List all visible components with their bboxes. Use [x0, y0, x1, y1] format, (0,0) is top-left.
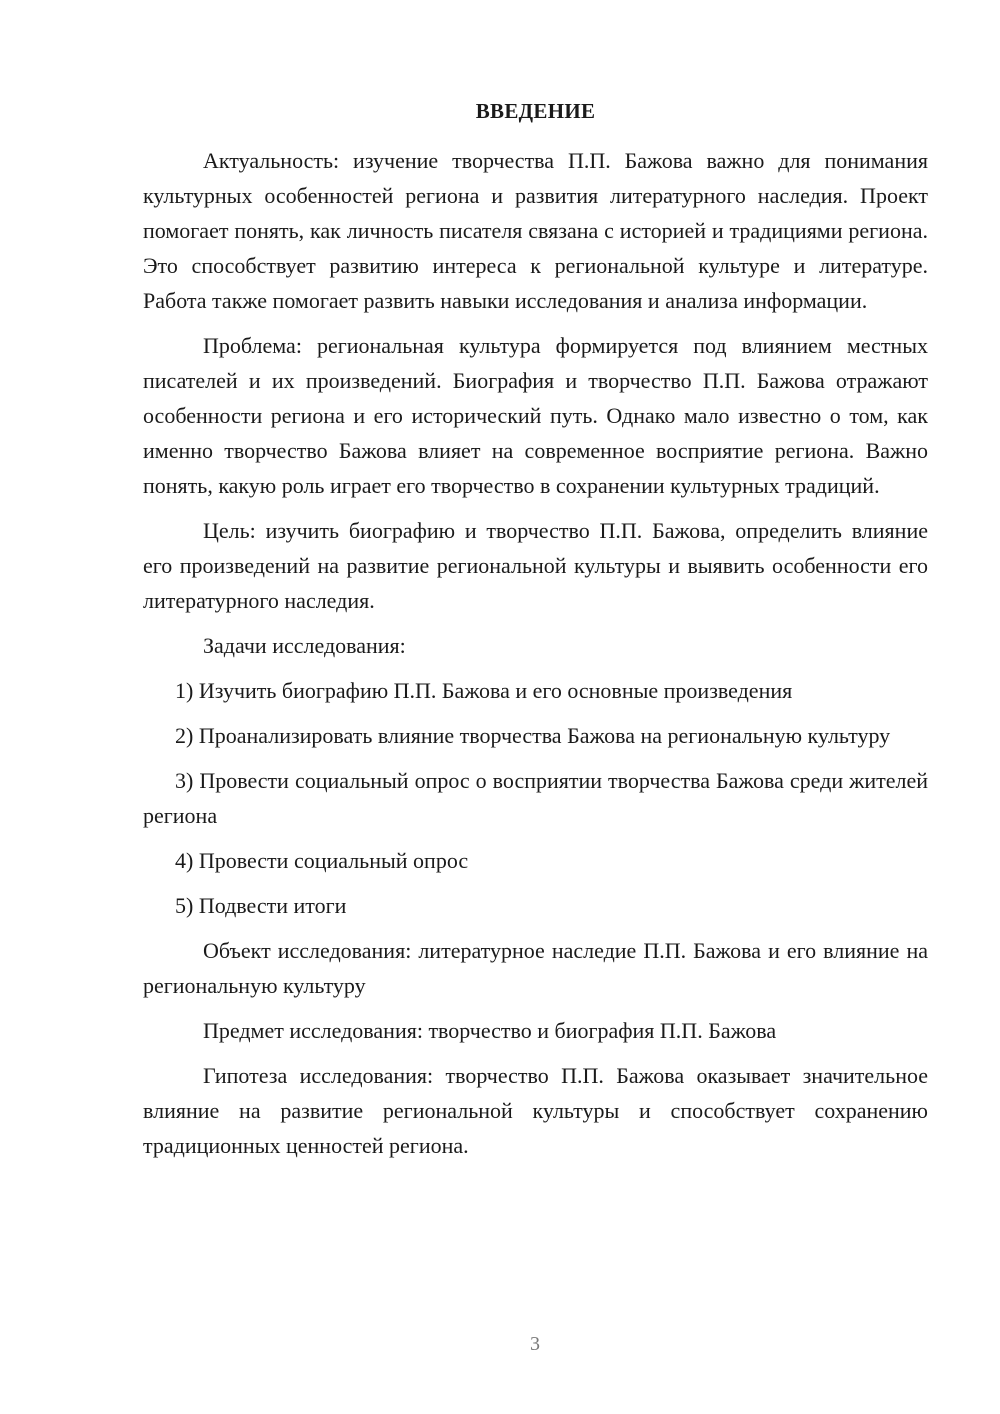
task-item: 4) Провести социальный опрос — [175, 848, 469, 873]
subject-paragraph: Предмет исследования: творчество и биография П.П. Бажова — [203, 1018, 777, 1043]
section-heading: ВВЕДЕНИЕ — [475, 99, 596, 123]
body-text — [143, 143, 928, 1173]
object-paragraph: Объект исследования: литературное наследие П.П. Бажова и его влияние на региональную культуру — [143, 938, 928, 998]
page-number: 3 — [530, 1333, 540, 1355]
task-item: 3) Провести социальный опрос о восприятии творчества Бажова среди жителей региона — [143, 768, 928, 828]
hypothesis-paragraph: Гипотеза исследования: творчество П.П. Бажова оказывает значительное влияние на развитие региональной культуры и способствует сохранению традиционных ценностей региона. — [143, 1063, 928, 1158]
relevance-paragraph: Актуальность: изучение творчества П.П. Бажова важно для понимания культурных особенностей региона и развития литературного наследия. Проект помогает понять, как личность писателя связана с историей и традициями региона. Это способствует развитию интереса к региональной культуре и литературе. Работа также помогает развить навыки исследования и анализа информации. — [143, 148, 928, 313]
goal-paragraph: Цель: изучить биографию и творчество П.П. Бажова, определить влияние его произведений на развитие региональной культуры и выявить особенности его литературного наследия. — [143, 518, 928, 613]
task-item: 1) Изучить биографию П.П. Бажова и его основные произведения — [175, 678, 793, 703]
tasks-heading: Задачи исследования: — [203, 633, 406, 658]
problem-paragraph: Проблема: региональная культура формируется под влиянием местных писателей и их произведений. Биография и творчество П.П. Бажова отражают особенности региона и его исторический путь. Однако мало известно о том, как именно творчество Бажова влияет на современное восприятие региона. Важно понять, какую роль играет его творчество в сохранении культурных традиций. — [143, 333, 928, 498]
task-item: 2) Проанализировать влияние творчества Бажова на региональную культуру — [175, 723, 891, 748]
task-item: 5) Подвести итоги — [175, 893, 347, 918]
